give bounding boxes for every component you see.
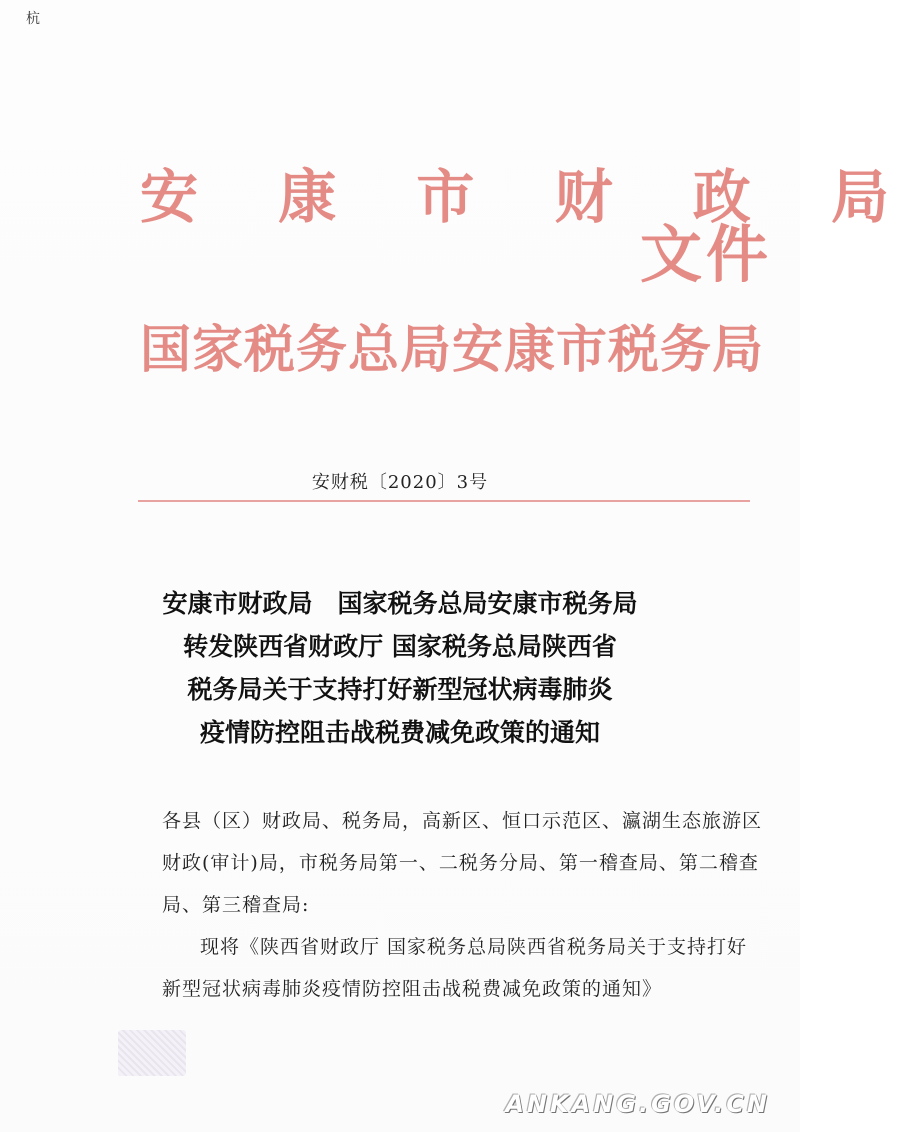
- corner-handwritten-mark: 杭: [26, 11, 40, 27]
- red-divider-line: [138, 500, 750, 502]
- site-watermark: ANKANG.GOV.CN: [505, 1090, 770, 1118]
- recipients-paragraph: 各县（区）财政局、税务局，高新区、恒口示范区、瀛湖生态旅游区财政(审计)局，市税务局第一、二税务分局、第一稽查局、第二稽查局、第三稽查局:: [162, 810, 763, 916]
- document-body: [162, 800, 762, 1010]
- document-title: [0, 582, 800, 754]
- document-label: 文件: [640, 218, 773, 291]
- body-paragraph-1: 现将《陕西省财政厅 国家税务总局陕西省税务局关于支持打好新型冠状病毒肺炎疫情防控阻击战税费减免政策的通知》: [162, 936, 748, 1000]
- stamp-smudge: [118, 1030, 186, 1076]
- issuer-tax-bureau: 国家税务总局安康市税务局: [140, 320, 765, 380]
- title-line-3: 税务局关于支持打好新型冠状病毒肺炎: [187, 675, 613, 704]
- title-line-4: 疫情防控阻击战税费减免政策的通知: [199, 718, 600, 747]
- document-number: 安财税〔2020〕3号: [311, 472, 489, 493]
- title-line-1: 安康市财政局 国家税务总局安康市税务局: [162, 589, 638, 618]
- title-line-2: 转发陕西省财政厅 国家税务总局陕西省: [183, 632, 617, 661]
- issuer-finance-bureau: 安 康 市 财 政 局: [140, 163, 919, 231]
